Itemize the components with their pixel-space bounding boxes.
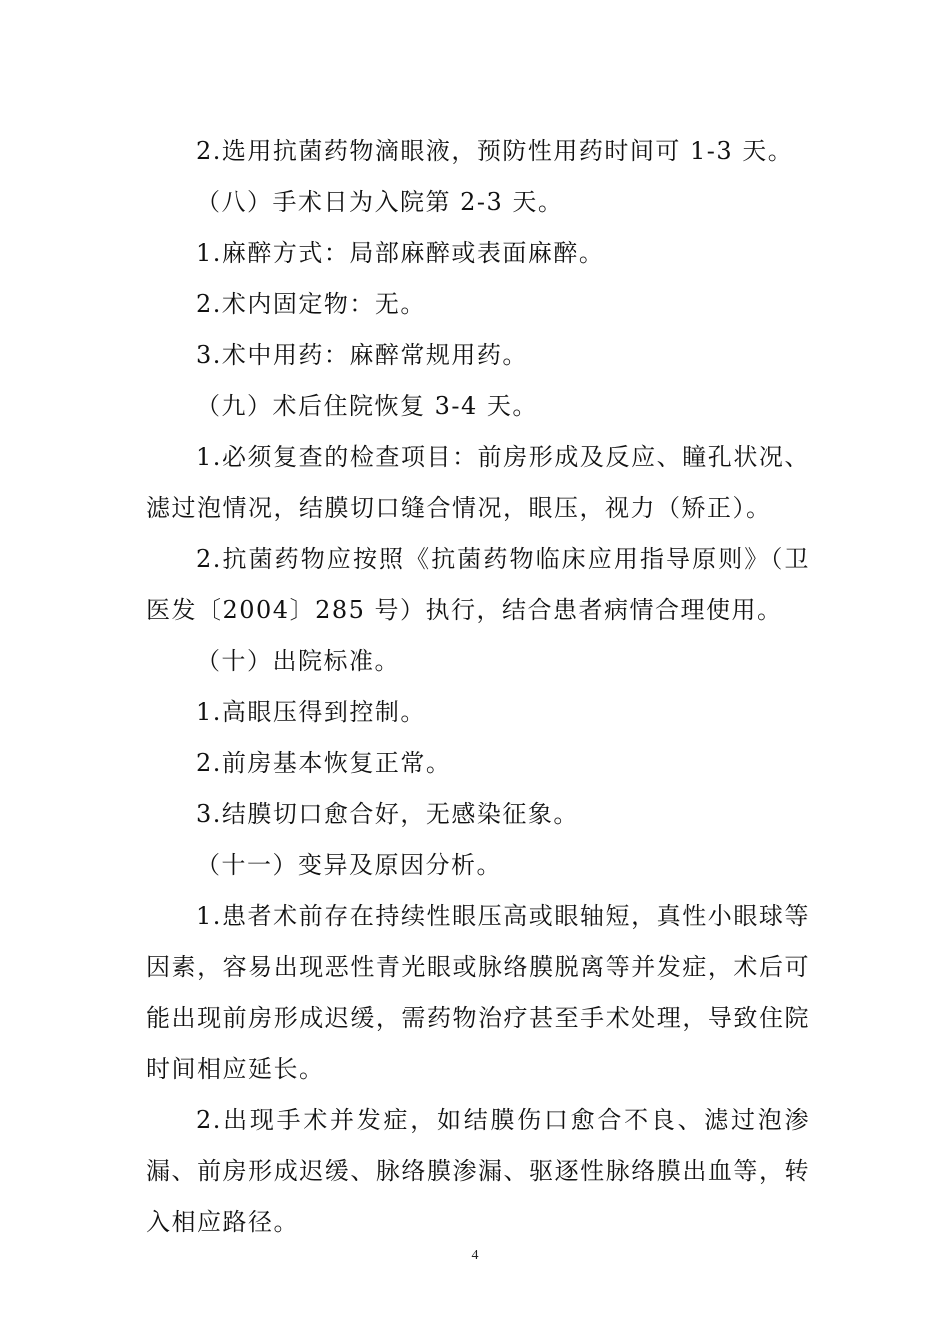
paragraph-iop-controlled: 1.高眼压得到控制。	[196, 698, 426, 726]
paragraph-intraop-medication: 3.术中用药：麻醉常规用药。	[196, 341, 528, 369]
heading-discharge-criteria: （十）出院标准。	[196, 647, 400, 675]
paragraph-internal-fixation: 2.术内固定物：无。	[196, 290, 426, 318]
paragraph-anesthesia: 1.麻醉方式：局部麻醉或表面麻醉。	[196, 239, 605, 267]
heading-postop-recovery: （九）术后住院恢复 3-4 天。	[196, 392, 538, 420]
paragraph-antibiotic-guidelines: 2.抗菌药物应按照《抗菌药物临床应用指导原则》（卫医发〔2004〕285 号）执行，结合患者病情合理使用。	[146, 545, 810, 624]
heading-variation-analysis: （十一）变异及原因分析。	[196, 851, 502, 879]
paragraph-variation-preop: 1.患者术前存在持续性眼压高或眼轴短，真性小眼球等因素，容易出现恶性青光眼或脉络膜脱离等并发症，术后可能出现前房形成迟缓，需药物治疗甚至手术处理，导致住院时间相应延长。	[146, 902, 810, 1083]
paragraph-anterior-chamber: 2.前房基本恢复正常。	[196, 749, 452, 777]
paragraph-required-exams: 1.必须复查的检查项目：前房形成及反应、瞳孔状况、滤过泡情况，结膜切口缝合情况，眼压，视力（矫正）。	[146, 443, 810, 522]
page-number: 4	[471, 1248, 479, 1263]
heading-surgery-day: （八）手术日为入院第 2-3 天。	[196, 188, 564, 216]
paragraph-incision-healed: 3.结膜切口愈合好，无感染征象。	[196, 800, 579, 828]
paragraph-antibiotic-eyedrops: 2.选用抗菌药物滴眼液，预防性用药时间可 1-3 天。	[196, 137, 794, 165]
paragraph-variation-complications: 2.出现手术并发症，如结膜伤口愈合不良、滤过泡渗漏、前房形成迟缓、脉络膜渗漏、驱逐性脉络膜出血等，转入相应路径。	[146, 1106, 810, 1236]
document-body	[146, 126, 810, 1248]
